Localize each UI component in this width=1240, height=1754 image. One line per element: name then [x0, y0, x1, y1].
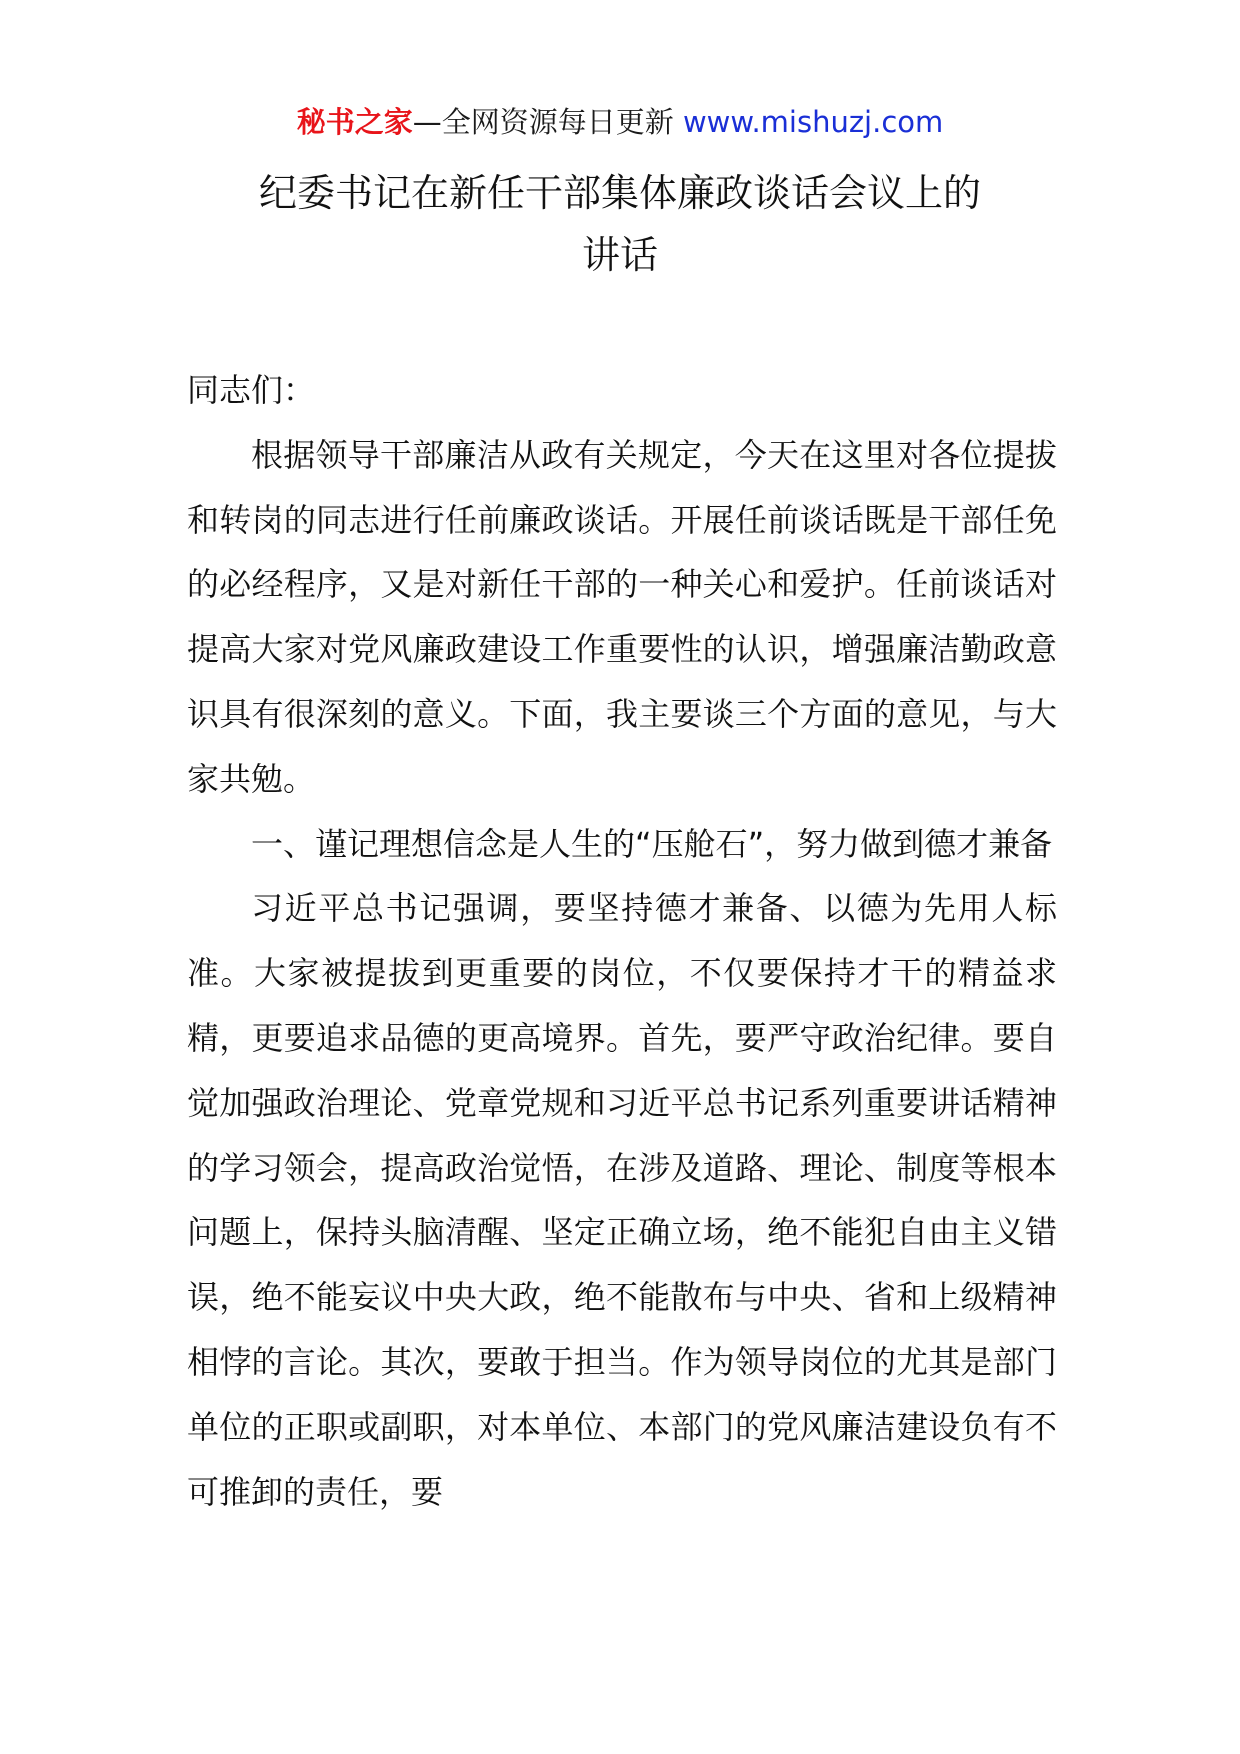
site-tagline: —全网资源每日更新 — [412, 105, 674, 139]
title-line-1: 纪委书记在新任干部集体廉政谈话会议上的 — [258, 171, 981, 215]
title-line-2: 讲话 — [581, 233, 658, 277]
document-body — [187, 358, 1057, 1524]
body-paragraph: 习近平总书记强调，要坚持德才兼备、以德为先用人标准。大家被提拔到更重要的岗位，不仅要保持才干的精益求精，更要追求品德的更高境界。首先，要严守政治纪律。要自觉加强政治理论、党章党规和习近平总书记系列重要讲话精神的学习领会，提高政治觉悟，在涉及道路、理论、制度等根本问题上，保持头脑清醒、坚定正确立场，绝不能犯自由主义错误，绝不能妄议中央大政，绝不能散布与中央、省和上级精神相悖的言论。其次，要敢于担当。作为领导岗位的尤其是部门单位的正职或副职，对本单位、本部门的党风廉洁建设负有不可推卸的责任，要 — [187, 889, 1057, 1511]
section-heading: 一、谨记理想信念是人生的“压舱石”，努力做到德才兼备 — [251, 824, 1053, 863]
site-url-link[interactable]: www.mishuzj.com — [682, 105, 944, 139]
site-header — [0, 100, 1240, 144]
document-title — [0, 162, 1240, 286]
salutation: 同志们： — [187, 371, 316, 409]
site-brand: 秘书之家 — [296, 105, 413, 139]
body-paragraph: 根据领导干部廉洁从政有关规定，今天在这里对各位提拔和转岗的同志进行任前廉政谈话。开展任前谈话既是干部任免的必经程序，又是对新任干部的一种关心和爱护。任前谈话对提高大家对党风廉政建设工作重要性的认识，增强廉洁勤政意识具有很深刻的意义。下面，我主要谈三个方面的意见，与大家共勉。 — [187, 435, 1057, 798]
